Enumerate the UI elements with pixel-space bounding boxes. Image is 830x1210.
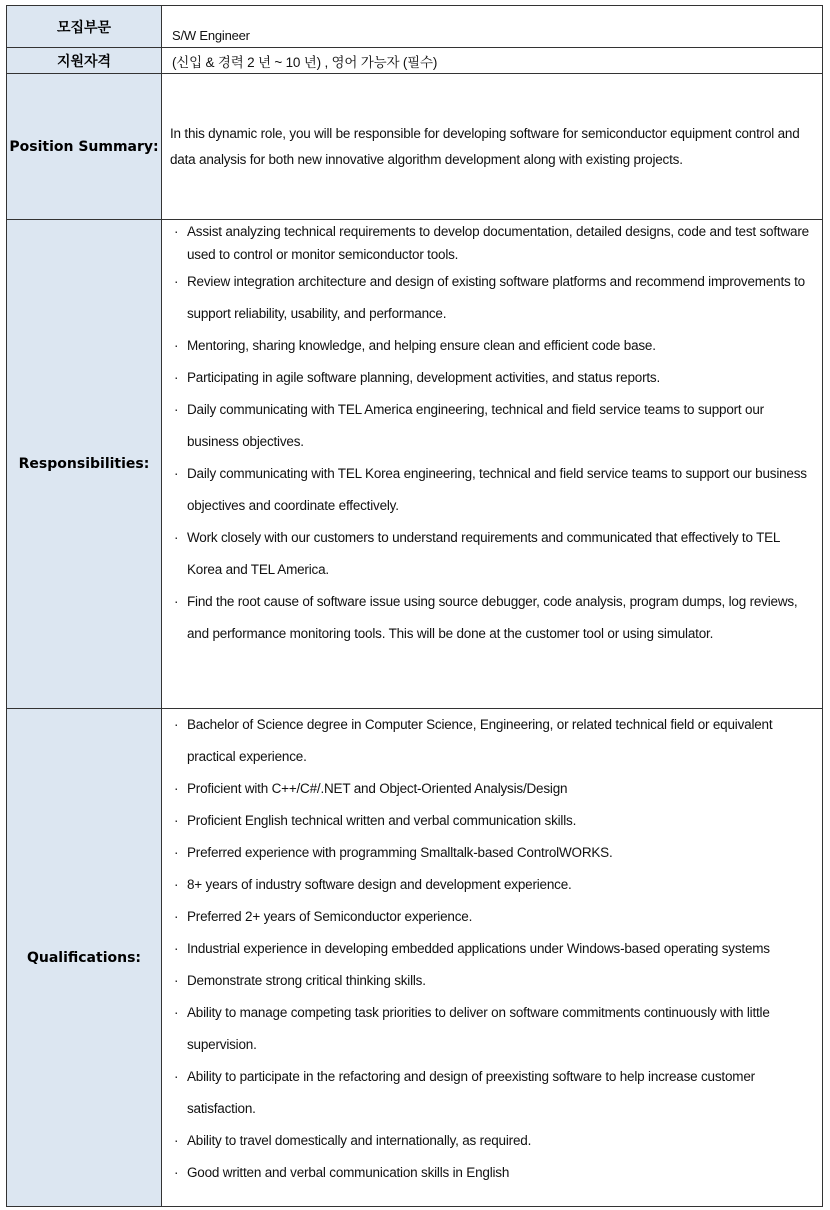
eligibility-label: 지원자격 [7,48,162,74]
responsibilities-cell [162,220,823,709]
bullet-dot: · [174,909,179,924]
responsibility-item [174,458,818,522]
bullet-dot: · [174,338,179,353]
qualifications-label: Qualifications: [7,709,162,1207]
qualification-item [174,1061,818,1125]
qualification-item-text: Preferred experience with programming Smalltalk-based ControlWORKS. [187,845,613,860]
row-qualifications [7,709,823,1207]
bullet-dot: · [174,1165,179,1180]
bullet-dot: · [174,402,179,417]
eligibility-value: (신입 & 경력 2 년 ~ 10 년) , 영어 가능자 (필수) [162,48,823,74]
bullet-dot: · [174,941,179,956]
bullet-dot: · [174,813,179,828]
row-eligibility [7,48,823,74]
bullet-dot: · [174,1069,179,1084]
responsibility-item-text: Daily communicating with TEL Korea engineering, technical and field service teams to support our business objectives and coordinate effectively. [187,466,807,513]
responsibility-item [174,522,818,586]
responsibility-item [174,266,818,330]
qualification-item [174,1157,818,1189]
bullet-dot: · [174,845,179,860]
bullet-dot: · [174,530,179,545]
qualification-item-text: Industrial experience in developing embedded applications under Windows-based operating systems [187,941,770,956]
bullet-dot: · [174,781,179,796]
bullet-dot: · [174,224,179,239]
qualifications-cell [162,709,823,1207]
bullet-dot: · [174,877,179,892]
qualification-item-text: Ability to manage competing task priorities to deliver on software commitments continuously with little supervision. [187,1005,770,1052]
qualification-item-text: Demonstrate strong critical thinking skills. [187,973,426,988]
qualification-item-text: 8+ years of industry software design and development experience. [187,877,572,892]
bullet-dot: · [174,973,179,988]
qualification-item [174,869,818,901]
responsibilities-label: Responsibilities: [7,220,162,709]
qualification-item [174,773,818,805]
qualification-item-text: Proficient with C++/C#/.NET and Object-Oriented Analysis/Design [187,781,568,796]
responsibility-item [174,330,818,362]
responsibility-item-text: Assist analyzing technical requirements to develop documentation, detailed designs, code and test software used to control or monitor semiconductor tools. [187,224,809,262]
qualification-item [174,709,818,773]
responsibility-item-text: Mentoring, sharing knowledge, and helping ensure clean and efficient code base. [187,338,656,353]
qualification-item [174,997,818,1061]
responsibility-item-text: Review integration architecture and design of existing software platforms and recommend improvements to support reliability, usability, and performance. [187,274,805,321]
responsibility-item-text: Participating in agile software planning, development activities, and status reports. [187,370,661,385]
qualification-item-text: Proficient English technical written and verbal communication skills. [187,813,577,828]
bullet-dot: · [174,370,179,385]
bullet-dot: · [174,1005,179,1020]
qualification-item [174,901,818,933]
bullet-dot: · [174,274,179,289]
position-summary-cell [162,74,823,220]
responsibility-item [174,586,818,650]
row-department [7,6,823,48]
qualification-item [174,965,818,997]
department-label: 모집부문 [7,6,162,48]
qualification-item-text: Bachelor of Science degree in Computer Science, Engineering, or related technical field or equivalent practical experience. [187,717,773,764]
position-summary-label: Position Summary: [7,74,162,220]
responsibility-item [174,220,818,266]
qualification-item [174,837,818,869]
qualification-item-text: Ability to participate in the refactoring and design of preexisting software to help increase customer satisfaction. [187,1069,755,1116]
row-responsibilities [7,220,823,709]
position-summary-text: In this dynamic role, you will be responsible for developing software for semiconductor equipment control and data analysis for both new innovative algorithm development along with existing projects. [170,125,800,167]
responsibility-item-text: Work closely with our customers to understand requirements and communicated that effectively to TEL Korea and TEL America. [187,530,780,577]
department-value: S/W Engineer [162,6,823,48]
qualification-item-text: Good written and verbal communication skills in English [187,1165,510,1180]
qualification-item [174,1125,818,1157]
bullet-dot: · [174,466,179,481]
bullet-dot: · [174,717,179,732]
qualification-item [174,805,818,837]
row-position-summary [7,74,823,220]
responsibility-item [174,362,818,394]
responsibility-item [174,394,818,458]
qualification-item [174,933,818,965]
responsibility-item-text: Find the root cause of software issue using source debugger, code analysis, program dumps, log reviews, and performance monitoring tools. This will be done at the customer tool or using simulator. [187,594,798,641]
bullet-dot: · [174,1133,179,1148]
bullet-dot: · [174,594,179,609]
job-posting-table [6,5,823,1207]
responsibilities-list [162,220,822,650]
qualification-item-text: Preferred 2+ years of Semiconductor experience. [187,909,473,924]
responsibility-item-text: Daily communicating with TEL America engineering, technical and field service teams to support our business objectives. [187,402,764,449]
qualifications-list [162,709,822,1189]
qualification-item-text: Ability to travel domestically and internationally, as required. [187,1133,532,1148]
